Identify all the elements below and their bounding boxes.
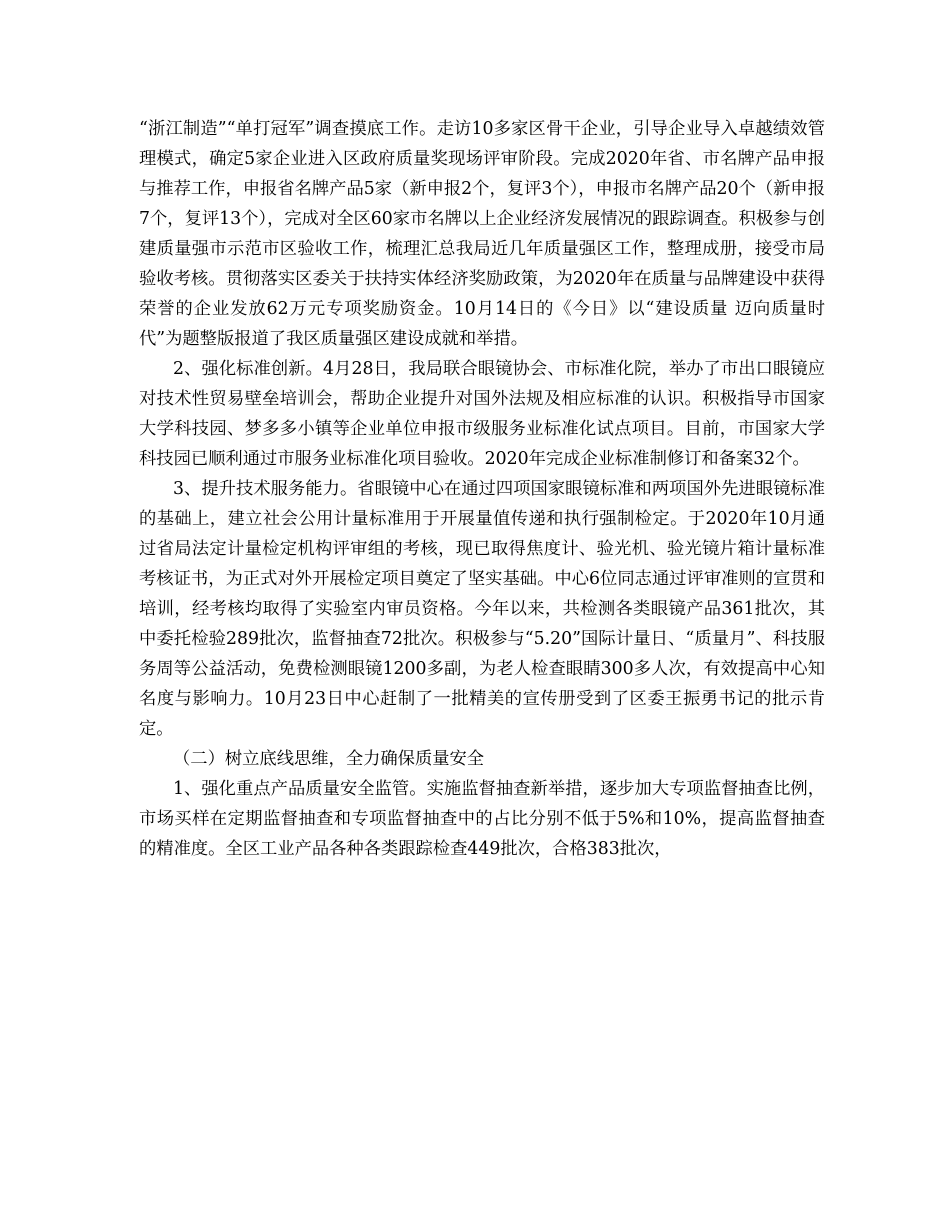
paragraph-standard-innovation: 2、强化标准创新。4月28日，我局联合眼镜协会、市标准化院，举办了市出口眼镜应对技术性贸易壁垒培训会，帮助企业提升对国外法规及相应标准的认识。积极指导市国家大学科技园、梦多多小镇等企业单位申报市级服务业标准化试点项目。目前，市国家大学科技园已顺利通过市服务业标准化项目验收。2020年完成企业标准制修订和备案32个。 [139, 359, 825, 469]
section-heading-quality-safety: （二）树立底线思维，全力确保质量安全 [173, 749, 485, 769]
paragraph-product-supervision: 1、强化重点产品质量安全监管。实施监督抽查新举措，逐步加大专项监督抽查比例，市场买样在定期监督抽查和专项监督抽查中的占比分别不低于5%和10%，提高监督抽查的精准度。全区工业产品各种各类跟踪检查449批次，合格383批次， [139, 779, 825, 859]
document-page [139, 114, 825, 864]
paragraph-brand-quality-work: “浙江制造”“单打冠军”调查摸底工作。走访10多家区骨干企业，引导企业导入卓越绩效管理模式，确定5家企业进入区政府质量奖现场评审阶段。完成2020年省、市名牌产品申报与推荐工作，申报省名牌产品5家（新申报2个，复评3个），申报市名牌产品20个（新申报7个，复评13个），完成对全区60家市名牌以上企业经济发展情况的跟踪调查。积极参与创建质量强市示范市区验收工作，梳理汇总我局近几年质量强区工作，整理成册，接受市局验收考核。贯彻落实区委关于扶持实体经济奖励政策，为2020年在质量与品牌建设中获得荣誉的企业发放62万元专项奖励资金。10月14日的《今日》以“建设质量 迈向质量时代”为题整版报道了我区质量强区建设成就和举措。 [139, 119, 825, 349]
paragraph-technical-service: 3、提升技术服务能力。省眼镜中心在通过四项国家眼镜标准和两项国外先进眼镜标准的基础上，建立社会公用计量标准用于开展量值传递和执行强制检定。于2020年10月通过省局法定计量检定机构评审组的考核，现已取得焦度计、验光机、验光镜片箱计量标准考核证书，为正式对外开展检定项目奠定了坚实基础。中心6位同志通过评审准则的宣贯和培训，经考核均取得了实验室内审员资格。今年以来，共检测各类眼镜产品361批次，其中委托检验289批次，监督抽查72批次。积极参与“5.20”国际计量日、“质量月”、科技服务周等公益活动，免费检测眼镜1200多副，为老人检查眼睛300多人次，有效提高中心知名度与影响力。10月23日中心赶制了一批精美的宣传册受到了区委王振勇书记的批示肯定。 [139, 479, 825, 739]
